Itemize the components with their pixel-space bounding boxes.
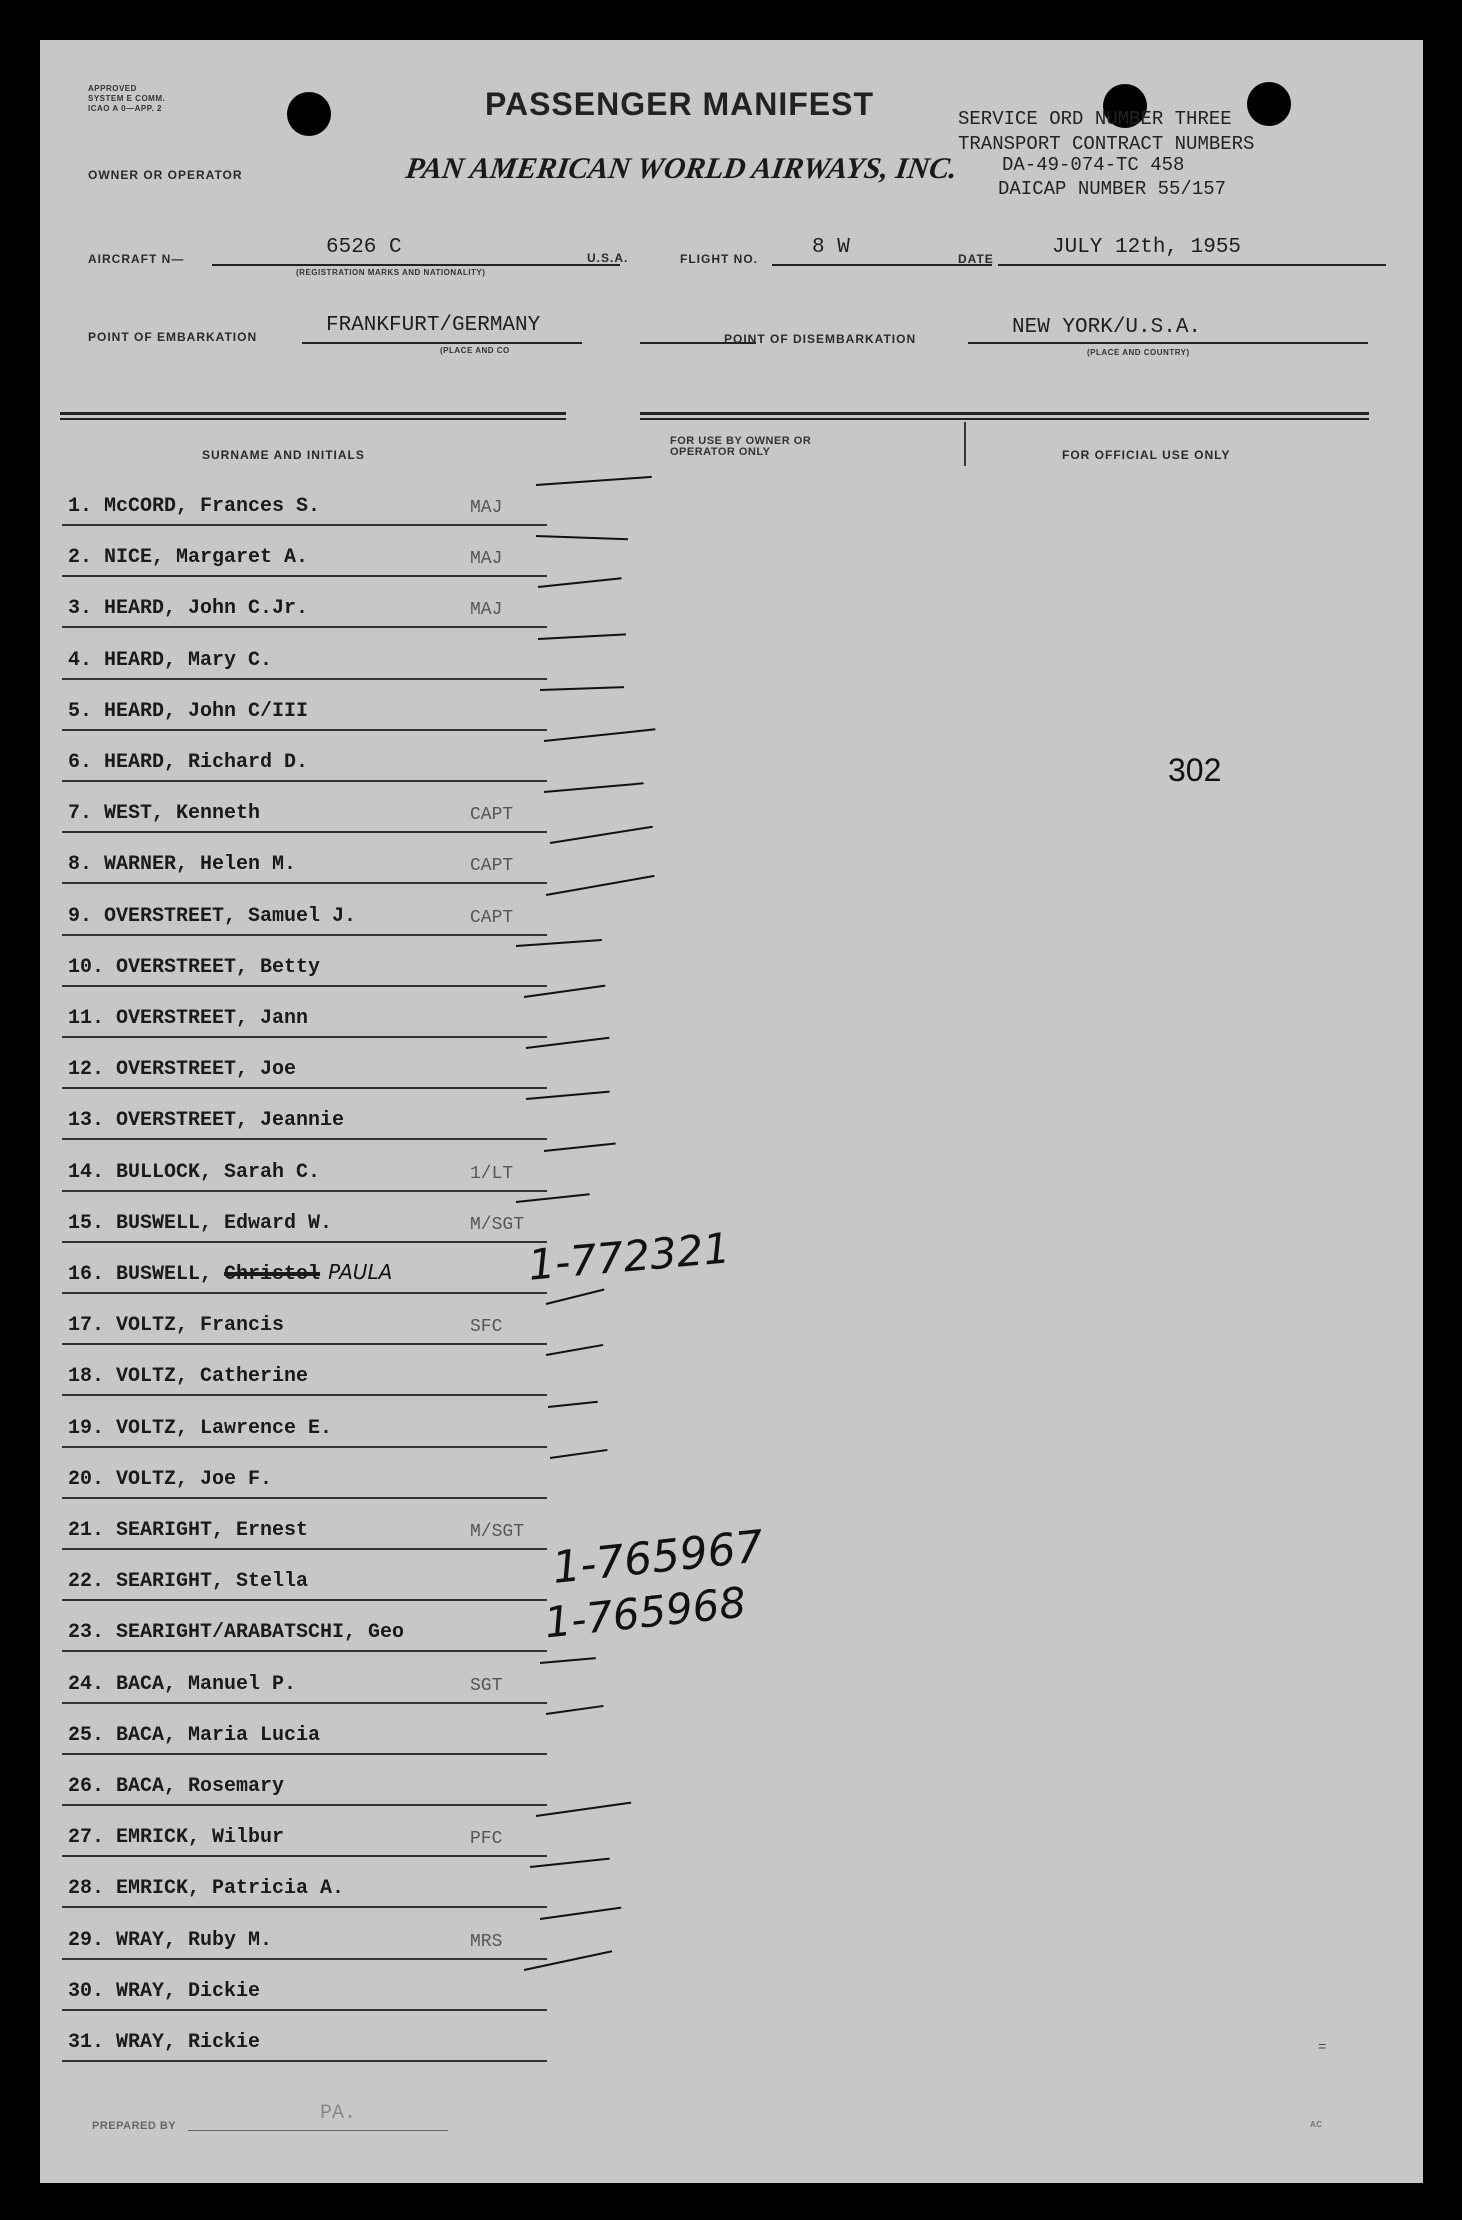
passenger-surname: BUSWELL, Edward W. <box>116 1211 333 1235</box>
passenger-row <box>68 1975 588 2009</box>
page-title: PASSENGER MANIFEST <box>485 86 874 122</box>
passenger-name <box>68 1673 296 1696</box>
row-underline <box>62 1138 547 1140</box>
contract-number: DA-49-074-TC 458 <box>1002 154 1185 176</box>
row-underline <box>62 1548 547 1550</box>
row-underline <box>62 626 547 628</box>
row-underline <box>62 729 547 731</box>
passenger-row <box>68 1514 588 1548</box>
nationality: U.S.A. <box>587 251 629 265</box>
check-mark <box>538 633 626 640</box>
row-underline <box>62 1036 547 1038</box>
corner-mark: AC <box>1310 2120 1323 2129</box>
passenger-number: 18. <box>68 1365 117 1389</box>
passenger-rank: SFC <box>470 1317 503 1338</box>
passenger-name <box>68 1570 308 1593</box>
passenger-surname: HEARD, Mary C. <box>104 648 273 672</box>
passenger-name <box>68 1417 332 1440</box>
passenger-name <box>68 597 308 620</box>
passenger-name <box>68 1724 320 1747</box>
owner-label: OWNER OR OPERATOR <box>88 168 243 182</box>
passenger-surname: WARNER, Helen M. <box>104 853 297 877</box>
passenger-name <box>68 1212 332 1235</box>
passenger-surname: VOLTZ, Francis <box>116 1314 285 1338</box>
passenger-surname: WRAY, Ruby M. <box>116 1928 273 1952</box>
passenger-rank: MAJ <box>470 549 503 570</box>
passenger-row <box>68 951 588 985</box>
passenger-surname: WRAY, Dickie <box>116 1979 261 2003</box>
passenger-number: 25. <box>68 1723 117 1747</box>
check-mark <box>544 782 644 793</box>
passenger-row <box>68 1821 588 1855</box>
passenger-surname: OVERSTREET, Betty <box>116 955 321 979</box>
passenger-row <box>68 1616 588 1650</box>
passenger-row <box>68 1924 588 1958</box>
row-underline <box>62 575 547 577</box>
passenger-name <box>68 700 308 723</box>
passenger-row <box>68 848 588 882</box>
passenger-name <box>68 495 320 518</box>
row-underline <box>62 780 547 782</box>
passenger-number: 6. <box>68 751 105 774</box>
passenger-row <box>68 644 588 678</box>
passenger-number: 29. <box>68 1928 117 1952</box>
row-underline <box>62 1855 547 1857</box>
row-underline <box>62 1599 547 1601</box>
passenger-number: 22. <box>68 1570 117 1594</box>
check-mark <box>526 1037 610 1049</box>
passenger-row <box>68 1668 588 1702</box>
row-underline <box>62 1702 547 1704</box>
check-mark <box>546 1344 603 1356</box>
passenger-number: 31. <box>68 2031 117 2054</box>
passenger-row <box>68 541 588 575</box>
passenger-rank: MRS <box>470 1931 503 1952</box>
passenger-rank: PFC <box>470 1829 503 1850</box>
service-order: SERVICE ORD NUMBER THREE <box>958 108 1232 130</box>
passenger-row <box>68 1719 588 1753</box>
passenger-row <box>68 1156 588 1190</box>
passenger-number: 11. <box>68 1007 117 1030</box>
check-mark <box>540 1906 621 1919</box>
embark-value: FRANKFURT/GERMANY <box>326 314 541 337</box>
check-mark <box>536 535 628 540</box>
passenger-number: 14. <box>68 1160 117 1184</box>
passenger-rank: CAPT <box>470 907 514 928</box>
passenger-rank: MAJ <box>470 498 503 518</box>
passenger-row <box>68 1309 588 1343</box>
aircraft-caption: (REGISTRATION MARKS AND NATIONALITY) <box>296 268 486 277</box>
passenger-surname: WRAY, Rickie <box>116 2031 261 2054</box>
passenger-surname: EMRICK, Wilbur <box>116 1826 285 1850</box>
passenger-row <box>68 746 588 780</box>
operator-name: PAN AMERICAN WORLD AIRWAYS, INC. <box>403 152 960 185</box>
passenger-surname: HEARD, John C/III <box>104 699 309 723</box>
row-underline <box>62 1446 547 1448</box>
row-underline <box>62 1190 547 1192</box>
passenger-name <box>68 1260 392 1286</box>
flight-value: 8 W <box>812 236 850 259</box>
check-mark <box>536 1802 631 1817</box>
passenger-name <box>68 2031 260 2054</box>
passenger-row <box>68 695 588 729</box>
passenger-number: 17. <box>68 1314 117 1338</box>
passenger-number: 7. <box>68 802 105 826</box>
passenger-surname: HEARD, Richard D. <box>104 751 309 774</box>
passenger-number: 1. <box>68 495 105 518</box>
passenger-row <box>68 1412 588 1446</box>
check-mark <box>546 1705 604 1715</box>
passenger-number: 3. <box>68 597 105 621</box>
check-mark <box>540 1657 596 1664</box>
passenger-name <box>68 649 272 672</box>
passenger-row <box>68 2026 588 2060</box>
passenger-name <box>68 546 308 569</box>
passenger-surname: WEST, Kenneth <box>104 802 261 826</box>
passenger-name <box>68 802 260 825</box>
passenger-name <box>68 1161 320 1184</box>
passenger-name <box>68 853 296 876</box>
passenger-surname: VOLTZ, Joe F. <box>116 1467 273 1491</box>
passenger-rank: 1/LT <box>470 1163 514 1184</box>
passenger-surname: VOLTZ, Lawrence E. <box>116 1416 333 1440</box>
col-official-use: FOR OFFICIAL USE ONLY <box>1062 448 1231 462</box>
passenger-surname: SEARIGHT, Ernest <box>116 1519 309 1542</box>
struck-name: Christel <box>224 1263 321 1286</box>
flight-label: FLIGHT NO. <box>680 252 758 266</box>
handwritten-number-1: 1-772321 <box>526 1223 732 1290</box>
disembark-label: POINT OF DISEMBARKATION <box>724 332 917 346</box>
row-underline <box>62 1241 547 1243</box>
passenger-row <box>68 1053 588 1087</box>
passenger-name <box>68 1365 308 1388</box>
row-underline <box>62 934 547 936</box>
passenger-name <box>68 1007 308 1030</box>
passenger-number: 12. <box>68 1058 117 1082</box>
row-underline <box>62 831 547 833</box>
passenger-name <box>68 1468 272 1491</box>
passenger-surname: VOLTZ, Catherine <box>116 1365 309 1389</box>
row-underline <box>62 1804 547 1806</box>
prepared-value: PA. <box>320 2102 357 2125</box>
passenger-number: 24. <box>68 1672 117 1696</box>
approval-line-2: SYSTEM E COMM. <box>88 94 166 103</box>
passenger-number: 21. <box>68 1519 117 1542</box>
row-underline <box>62 524 547 526</box>
check-mark <box>526 1091 610 1100</box>
passenger-rank: M/SGT <box>470 1522 525 1542</box>
check-mark <box>538 578 622 589</box>
manifest-sheet <box>40 40 1423 2183</box>
passenger-row <box>68 1002 588 1036</box>
passenger-row <box>68 1872 588 1906</box>
row-underline <box>62 1087 547 1089</box>
passenger-number: 9. <box>68 904 105 928</box>
disembark-caption: (PLACE AND COUNTRY) <box>1087 348 1190 357</box>
row-underline <box>62 2060 547 2062</box>
passenger-name <box>68 1775 284 1798</box>
col-surname: SURNAME AND INITIALS <box>202 448 365 462</box>
passenger-surname: OVERSTREET, Jann <box>116 1007 309 1030</box>
disembark-value: NEW YORK/U.S.A. <box>1012 316 1202 339</box>
check-mark <box>544 728 656 742</box>
passenger-number: 28. <box>68 1877 117 1901</box>
passenger-surname: NICE, Margaret A. <box>104 546 309 570</box>
passenger-number: 19. <box>68 1416 117 1440</box>
passenger-surname: OVERSTREET, Samuel J. <box>104 904 357 928</box>
passenger-surname: BACA, Manuel P. <box>116 1672 297 1696</box>
row-underline <box>62 678 547 680</box>
check-mark <box>550 1449 608 1459</box>
check-mark <box>544 1142 616 1152</box>
daicap-number: DAICAP NUMBER 55/157 <box>998 178 1227 200</box>
passenger-name <box>68 1621 404 1644</box>
passenger-number: 27. <box>68 1826 117 1850</box>
passenger-row <box>68 1258 588 1292</box>
row-underline <box>62 2009 547 2011</box>
prepared-label: PREPARED BY <box>92 2120 177 2132</box>
passenger-number: 15. <box>68 1211 117 1235</box>
passenger-row <box>68 900 588 934</box>
passenger-surname: BACA, Rosemary <box>116 1775 285 1798</box>
official-number: 302 <box>1168 752 1222 788</box>
passenger-name <box>68 1826 284 1849</box>
handwritten-number-3: 1-765968 <box>541 1577 749 1648</box>
passenger-number: 13. <box>68 1109 117 1133</box>
punch-hole-left <box>287 92 331 136</box>
passenger-name <box>68 1929 272 1952</box>
passenger-surname: BULLOCK, Sarah C. <box>116 1160 321 1184</box>
passenger-name <box>68 1109 344 1132</box>
col-owner-use <box>670 436 880 458</box>
handwritten-number-2: 1-765967 <box>549 1521 766 1594</box>
row-underline <box>62 1497 547 1499</box>
col-owner-use-text: FOR USE BY OWNER OR OPERATOR ONLY <box>670 435 812 458</box>
passenger-row <box>68 490 588 524</box>
passenger-rank: CAPT <box>470 805 514 826</box>
check-mark <box>540 686 624 691</box>
row-underline <box>62 985 547 987</box>
passenger-number: 23. <box>68 1621 117 1645</box>
passenger-name <box>68 1519 308 1542</box>
approval-line-1: APPROVED <box>88 84 137 93</box>
row-underline <box>62 1906 547 1908</box>
transport-contract: TRANSPORT CONTRACT NUMBERS <box>958 133 1255 155</box>
passenger-row <box>68 1463 588 1497</box>
check-mark <box>530 1858 610 1868</box>
punch-hole-right <box>1247 82 1291 126</box>
check-mark <box>516 939 602 947</box>
passenger-name <box>68 1877 344 1900</box>
passenger-row <box>68 1360 588 1394</box>
passenger-rank: SGT <box>470 1675 503 1696</box>
passenger-surname: OVERSTREET, Jeannie <box>116 1109 345 1133</box>
passenger-name <box>68 1314 284 1337</box>
date-label: DATE <box>958 252 994 266</box>
row-underline <box>62 882 547 884</box>
row-underline <box>62 1394 547 1396</box>
row-underline <box>62 1343 547 1345</box>
passenger-row <box>68 592 588 626</box>
passenger-name <box>68 905 356 928</box>
passenger-number: 20. <box>68 1467 117 1491</box>
passenger-rank: CAPT <box>470 856 514 877</box>
passenger-surname: SEARIGHT/ARABATSCHI, Geo <box>116 1621 405 1645</box>
date-value: JULY 12th, 1955 <box>1052 236 1242 259</box>
passenger-surname: BACA, Maria Lucia <box>116 1723 321 1747</box>
approval-line-3: ICAO A 0—APP. 2 <box>88 104 162 113</box>
passenger-surname: McCORD, Frances S. <box>104 495 321 518</box>
passenger-number: 26. <box>68 1775 117 1798</box>
passenger-surname: SEARIGHT, Stella <box>116 1570 309 1594</box>
passenger-row <box>68 1565 588 1599</box>
side-mark: = <box>1318 2040 1327 2056</box>
check-mark <box>548 1400 598 1407</box>
passenger-row <box>68 797 588 831</box>
passenger-surname: EMRICK, Patricia A. <box>116 1877 345 1901</box>
passenger-name <box>68 956 320 979</box>
passenger-name <box>68 1058 296 1081</box>
row-underline <box>62 1753 547 1755</box>
check-mark <box>536 476 652 486</box>
passenger-surname: BUSWELL, <box>116 1263 225 1286</box>
handwritten-name: PAULA <box>328 1260 393 1284</box>
passenger-row <box>68 1770 588 1804</box>
passenger-row <box>68 1207 588 1241</box>
passenger-number: 4. <box>68 648 105 672</box>
row-underline <box>62 1958 547 1960</box>
passenger-rank: MAJ <box>470 600 503 621</box>
passenger-number: 10. <box>68 955 117 979</box>
aircraft-label: AIRCRAFT N— <box>88 252 185 266</box>
passenger-name <box>68 1980 260 2003</box>
embark-label: POINT OF EMBARKATION <box>88 330 258 344</box>
passenger-surname: HEARD, John C.Jr. <box>104 597 309 621</box>
passenger-row <box>68 1104 588 1138</box>
embark-caption: (PLACE AND CO <box>440 346 510 355</box>
row-underline <box>62 1292 547 1294</box>
passenger-number: 8. <box>68 853 105 877</box>
passenger-number: 16. <box>68 1263 117 1286</box>
passenger-number: 2. <box>68 546 105 570</box>
passenger-number: 30. <box>68 1979 117 2003</box>
passenger-number: 5. <box>68 699 105 723</box>
check-mark <box>516 1193 590 1203</box>
passenger-surname: OVERSTREET, Joe <box>116 1058 297 1082</box>
passenger-rank: M/SGT <box>470 1214 525 1235</box>
row-underline <box>62 1650 547 1652</box>
aircraft-value: 6526 C <box>326 236 402 259</box>
passenger-name <box>68 751 308 774</box>
